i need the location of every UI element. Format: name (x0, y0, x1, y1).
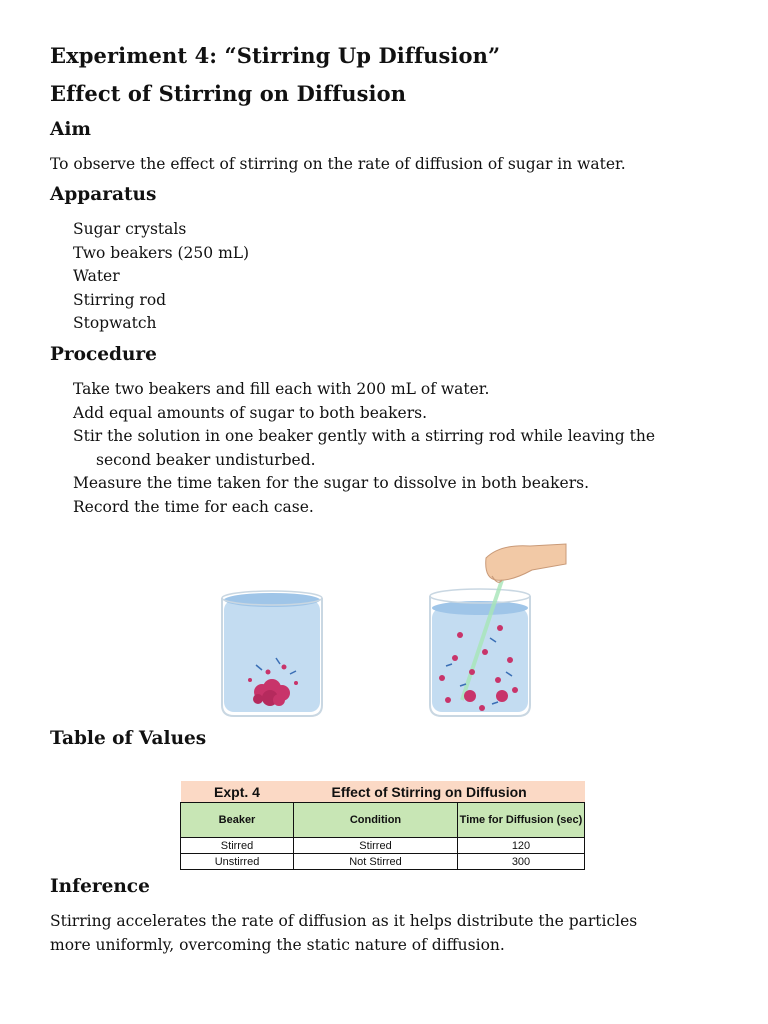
table-cell: Stirred (181, 838, 294, 854)
procedure-step: Measure the time taken for the sugar to dissolve in both beakers. (73, 474, 589, 492)
values-table (180, 781, 585, 870)
table-cell: 300 (458, 854, 585, 870)
procedure-step: Take two beakers and fill each with 200 mL of water. (73, 380, 490, 398)
stirred-beaker (430, 544, 566, 716)
aim-text: To observe the effect of stirring on the rate of diffusion of sugar in water. (50, 155, 626, 173)
table-row (181, 854, 585, 870)
procedure-step: Record the time for each case. (73, 497, 314, 516)
table-row (181, 838, 585, 854)
table-title: Effect of Stirring on Diffusion (294, 781, 585, 803)
apparatus-list (73, 218, 249, 336)
beakers-illustration (210, 540, 580, 722)
apparatus-item: Stirring rod (73, 290, 167, 309)
unstirred-beaker (222, 591, 322, 716)
aim-heading: Aim (50, 119, 91, 140)
apparatus-item: Stopwatch (73, 314, 157, 332)
column-header: Time for Diffusion (sec) (458, 803, 585, 838)
table-heading: Table of Values (50, 728, 207, 749)
column-header: Condition (294, 803, 458, 838)
procedure-step-continuation: second beaker undisturbed. (96, 450, 316, 469)
procedure-step: Add equal amounts of sugar to both beakers. (73, 403, 428, 422)
hand-icon (486, 544, 566, 582)
inference-text (50, 910, 637, 957)
inference-line: more uniformly, overcoming the static nature of diffusion. (50, 935, 505, 954)
expt-label: Expt. 4 (181, 781, 294, 803)
apparatus-heading: Apparatus (50, 184, 157, 205)
apparatus-item: Sugar crystals (73, 220, 187, 238)
inference-line: Stirring accelerates the rate of diffusion as it helps distribute the particles (50, 912, 638, 930)
inference-heading: Inference (50, 876, 150, 897)
procedure-step: Stir the solution in one beaker gently with a stirring rod while leaving the (73, 427, 656, 445)
values-table-container (180, 781, 584, 870)
apparatus-item: Water (73, 267, 120, 285)
table-cell: Unstirred (181, 854, 294, 870)
table-title-row (181, 781, 585, 803)
column-header: Beaker (181, 803, 294, 838)
procedure-heading: Procedure (50, 344, 157, 365)
table-cell: Not Stirred (294, 854, 458, 870)
procedure-list (73, 378, 655, 519)
apparatus-item: Two beakers (250 mL) (73, 243, 250, 262)
page-title: Experiment 4: “Stirring Up Diffusion” (50, 43, 501, 68)
table-cell: 120 (458, 838, 585, 854)
page-subtitle: Effect of Stirring on Diffusion (50, 81, 407, 106)
table-cell: Stirred (294, 838, 458, 854)
table-header-row (181, 803, 585, 838)
